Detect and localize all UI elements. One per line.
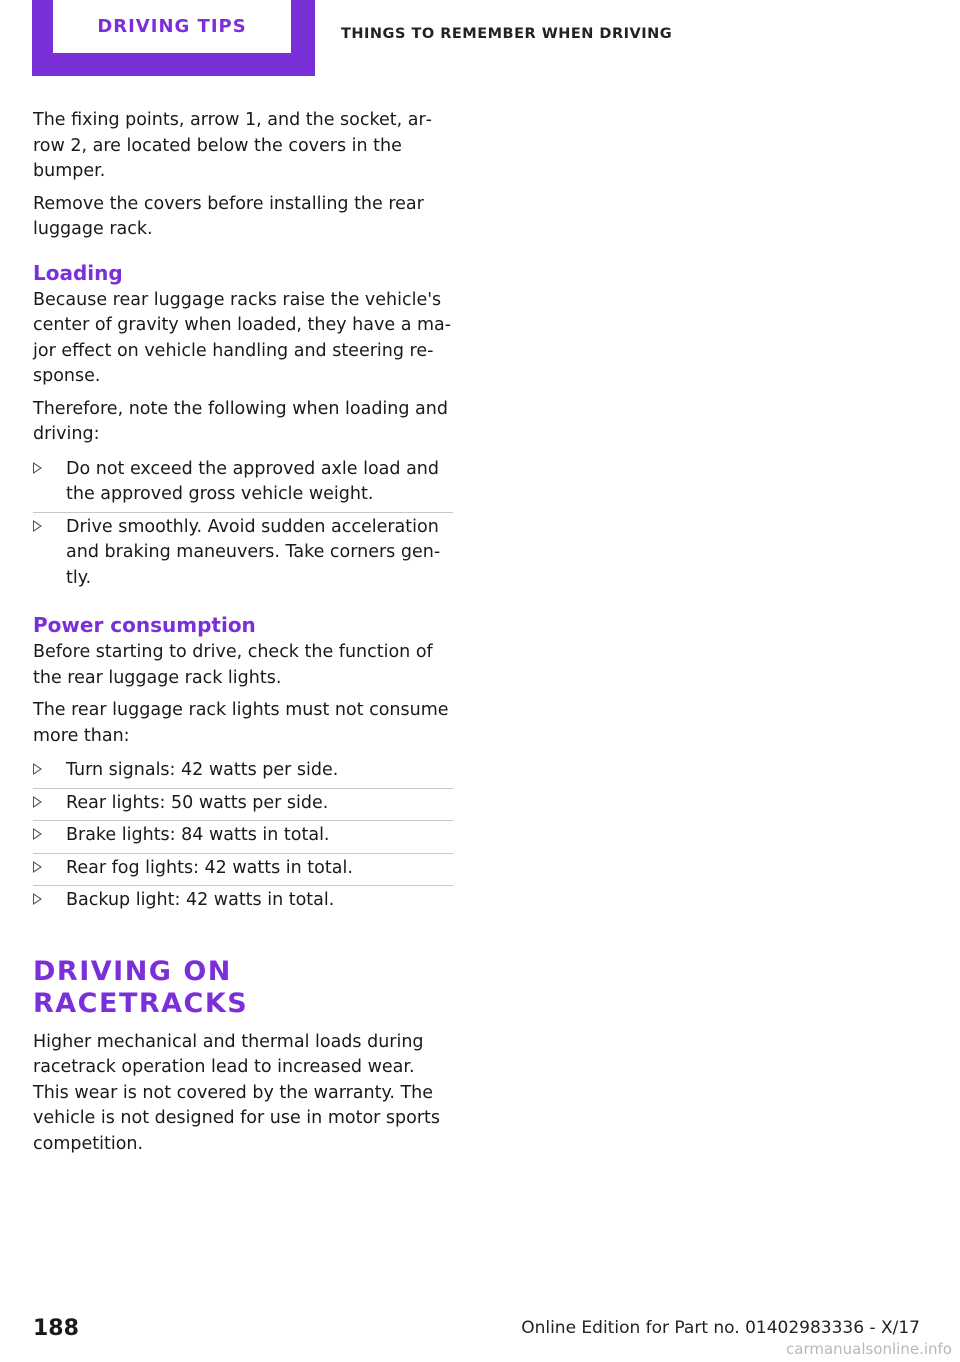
list-item-text: Backup light: 42 watts in total. bbox=[66, 890, 335, 910]
intro-paragraph: The fixing points, arrow 1, and the socket, ar‐ row 2, are located below the covers in the bumper. bbox=[33, 110, 432, 181]
list-item-text: Do not exceed the approved axle load and the approved gross vehicle weight. bbox=[66, 458, 439, 504]
list-item bbox=[33, 512, 453, 596]
chapter-tab bbox=[32, 0, 315, 76]
list-item bbox=[33, 756, 453, 788]
chapter-tab-label: DRIVING TIPS bbox=[97, 16, 247, 37]
loading-paragraph: Therefore, note the following when loading and driving: bbox=[33, 398, 448, 444]
list-item-text: Rear lights: 50 watts per side. bbox=[66, 792, 329, 813]
loading-paragraph: Because rear luggage racks raise the vehicle's center of gravity when loaded, they have a ma‐ jor effect on vehicle handling and steering re‐ sponse. bbox=[33, 289, 452, 386]
list-item-text: Rear fog lights: 42 watts in total. bbox=[66, 857, 353, 878]
edition-text: Online Edition for Part no. 01402983336 - X/17 bbox=[521, 1318, 920, 1338]
chapter-tab-inner bbox=[53, 0, 291, 53]
triangle-bullet-icon bbox=[33, 763, 42, 775]
list-item bbox=[33, 788, 453, 821]
section-title: THINGS TO REMEMBER WHEN DRIVING bbox=[341, 26, 673, 42]
intro-paragraph: Remove the covers before installing the rear luggage rack. bbox=[33, 193, 424, 239]
list-item-text: Turn signals: 42 watts per side. bbox=[66, 760, 339, 780]
list-item-text: Drive smoothly. Avoid sudden acceleration and braking maneuvers. Take corners gen‐ tly. bbox=[66, 516, 441, 588]
list-item bbox=[33, 885, 453, 918]
list-item bbox=[33, 820, 453, 853]
power-paragraph: Before starting to drive, check the function of the rear luggage rack lights. bbox=[33, 642, 433, 688]
racetracks-paragraph: Higher mechanical and thermal loads during racetrack operation lead to increased wear. This wear is not covered by the warranty. The vehicle is not designed for use in motor sports competition. bbox=[33, 1031, 441, 1154]
triangle-bullet-icon bbox=[33, 893, 42, 905]
page-number: 188 bbox=[33, 1316, 79, 1341]
watermark: carmanualsonline.info bbox=[786, 1340, 952, 1358]
power-paragraph: The rear luggage rack lights must not consume more than: bbox=[33, 700, 449, 746]
triangle-bullet-icon bbox=[33, 520, 42, 532]
power-heading: Power consumption bbox=[33, 613, 256, 637]
loading-heading: Loading bbox=[33, 260, 123, 285]
list-item-text: Brake lights: 84 watts in total. bbox=[66, 825, 330, 845]
triangle-bullet-icon bbox=[33, 462, 42, 474]
racetracks-heading: DRIVING ON RACETRACKS bbox=[33, 955, 249, 1019]
power-bullet-list bbox=[33, 756, 453, 918]
loading-bullet-list bbox=[33, 455, 453, 596]
list-item bbox=[33, 853, 453, 886]
triangle-bullet-icon bbox=[33, 861, 42, 873]
triangle-bullet-icon bbox=[33, 796, 42, 808]
page-content bbox=[33, 108, 453, 1164]
triangle-bullet-icon bbox=[33, 828, 42, 840]
list-item bbox=[33, 455, 453, 512]
